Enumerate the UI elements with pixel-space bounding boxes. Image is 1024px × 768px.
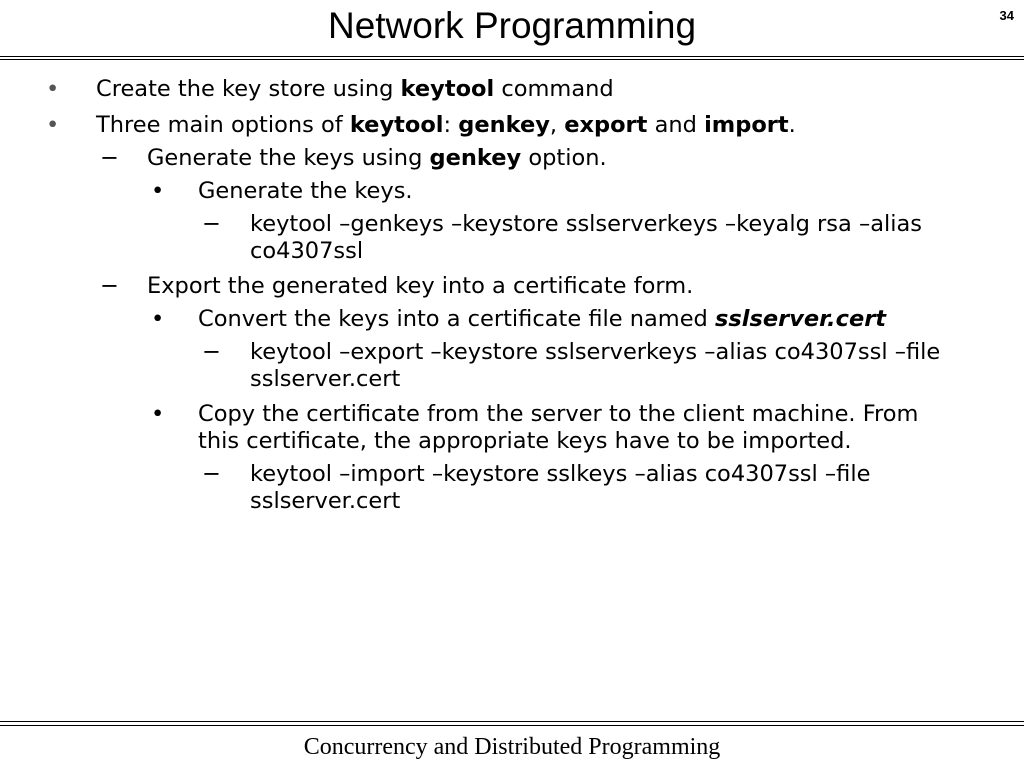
bullet-text: Copy the certificate from the server to the client machine. From this certificate, the appropriate keys have to be imported.: [198, 401, 919, 454]
item-generate-keys: [0, 178, 1024, 205]
subbullet-generate-keys: [0, 145, 1024, 172]
bullet-main-options: [0, 112, 1024, 139]
slide-body: [0, 76, 1024, 523]
footer-rule-top: [0, 721, 1024, 722]
bullet-keystore: [0, 76, 1024, 103]
bullet-text: :: [443, 112, 459, 138]
slide-title: Network Programming: [327, 5, 697, 46]
command-export: [0, 339, 992, 393]
dash-icon: −: [202, 211, 221, 237]
dash-icon: −: [100, 145, 119, 171]
keyword-keytool: keytool: [349, 112, 444, 138]
bullet-dot-icon: •: [151, 306, 165, 332]
bullet-text: Generate the keys.: [198, 178, 413, 204]
title-rule-top: [0, 56, 1024, 57]
command-import: [0, 461, 992, 515]
bullet-dot-icon: •: [46, 112, 60, 138]
bullet-text: command: [494, 76, 614, 102]
bullet-text: Three main options of: [96, 112, 350, 138]
command-text: keytool –genkeys –keystore sslserverkeys –keyalg rsa –alias co4307ssl: [250, 211, 922, 264]
command-text: keytool –import –keystore sslkeys –alias co4307ssl –file sslserver.cert: [250, 461, 871, 514]
bullet-text: ,: [549, 112, 565, 138]
page-number: 34: [999, 8, 1014, 23]
bullet-text: Generate the keys using: [147, 145, 430, 171]
keyword-keytool: keytool: [400, 76, 495, 102]
item-copy-certificate: [0, 401, 958, 455]
keyword-genkey: genkey: [429, 145, 522, 171]
bullet-text: Convert the keys into a certificate file named: [198, 306, 715, 332]
bullet-text: and: [647, 112, 705, 138]
keyword-import: import: [704, 112, 789, 138]
bullet-text: .: [788, 112, 796, 138]
command-genkeys: [0, 211, 992, 265]
bullet-dot-icon: •: [151, 401, 165, 427]
keyword-genkey: genkey: [458, 112, 550, 138]
filename-sslserver-cert: sslserver.cert: [715, 306, 887, 332]
subbullet-export: [0, 273, 1024, 300]
bullet-text: Create the key store using: [96, 76, 401, 102]
dash-icon: −: [202, 339, 221, 365]
bullet-dot-icon: •: [46, 76, 60, 102]
command-text: keytool –export –keystore sslserverkeys –alias co4307ssl –file sslserver.cert: [250, 339, 941, 392]
slide-footer: Concurrency and Distributed Programming: [303, 734, 721, 760]
bullet-text: Export the generated key into a certificate form.: [147, 273, 694, 299]
dash-icon: −: [202, 461, 221, 487]
item-convert-keys: [0, 306, 1024, 333]
keyword-export: export: [564, 112, 648, 138]
title-rule-bottom: [0, 59, 1024, 60]
bullet-dot-icon: •: [151, 178, 165, 204]
bullet-text: option.: [521, 145, 607, 171]
footer-rule-bottom: [0, 725, 1024, 726]
dash-icon: −: [100, 273, 119, 299]
